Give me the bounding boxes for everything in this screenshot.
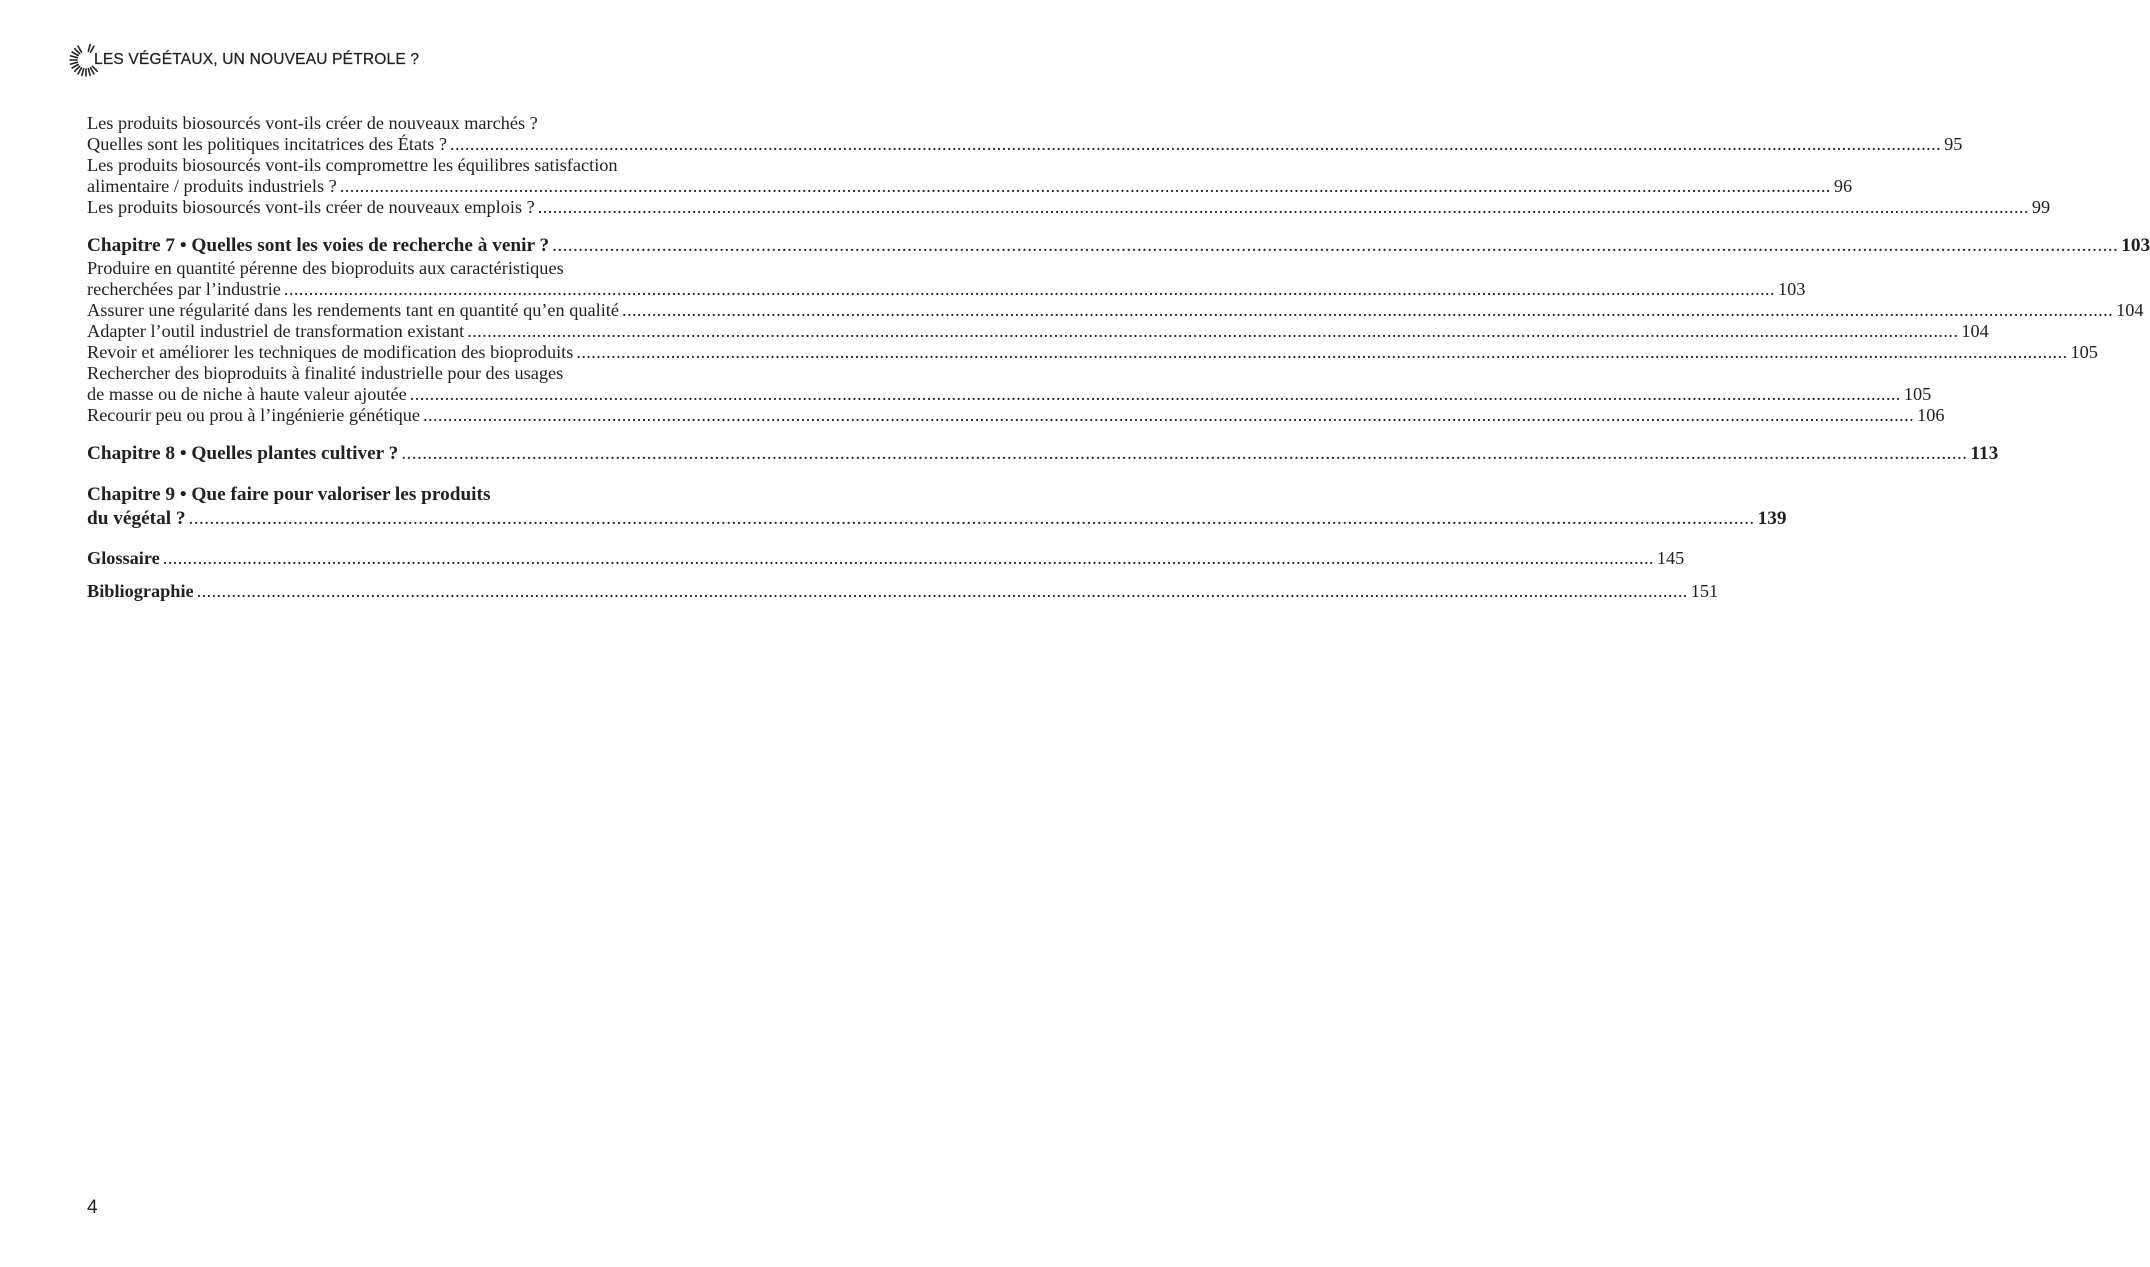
leader-dots: ............................................................................................................................................................................................................................................................................................................ bbox=[576, 342, 2068, 362]
bibliography-section bbox=[87, 581, 1719, 602]
toc-page-number: 139 bbox=[1757, 508, 1787, 529]
toc-page-number: 99 bbox=[2031, 197, 2051, 217]
leader-dots: ............................................................................................................................................................................................................................................................................................................ bbox=[283, 279, 1775, 299]
chapter-title: Chapitre 7 • Quelles sont les voies de recherche à venir ? bbox=[87, 235, 550, 256]
leader-dots: ............................................................................................................................................................................................................................................................................................................ bbox=[467, 321, 1959, 341]
toc-entry bbox=[87, 134, 1963, 155]
toc-page-number: 106 bbox=[1917, 405, 1945, 425]
toc-page-number: 95 bbox=[1944, 134, 1963, 154]
glossary-section bbox=[87, 548, 1685, 569]
toc-page-number: 104 bbox=[1961, 321, 1989, 341]
toc-entry bbox=[87, 384, 1932, 405]
bibliography-title: Bibliographie bbox=[87, 581, 194, 601]
toc-entry-title: Recourir peu ou prou à l’ingénierie génétique bbox=[87, 405, 420, 425]
toc-entry bbox=[87, 321, 1989, 342]
leader-dots: ............................................................................................................................................................................................................................................................................................................ bbox=[537, 197, 2029, 217]
chapter-8-section bbox=[87, 442, 1999, 466]
leader-dots: ............................................................................................................................................................................................................................................................................................................ bbox=[162, 548, 1654, 568]
toc-entry-title: Adapter l’outil industriel de transformation existant bbox=[87, 321, 465, 341]
toc-entry bbox=[87, 279, 1806, 300]
leader-dots: ............................................................................................................................................................................................................................................................................................................ bbox=[449, 134, 1942, 154]
running-header bbox=[66, 40, 419, 80]
chapter-heading bbox=[87, 442, 1999, 466]
toc-page-number: 105 bbox=[2070, 342, 2098, 362]
leader-dots: ............................................................................................................................................................................................................................................................................................................ bbox=[196, 581, 1688, 601]
leader-dots: ............................................................................................................................................................................................................................................................................................................ bbox=[409, 384, 1901, 404]
chapter-7-section bbox=[87, 234, 2150, 426]
toc-page-number: 103 bbox=[2121, 235, 2150, 256]
toc-entry bbox=[87, 581, 1719, 602]
toc-entry bbox=[87, 300, 2144, 321]
page-number: 4 bbox=[87, 1197, 98, 1218]
chapter-title: Chapitre 9 • Que faire pour valoriser les produits bbox=[87, 484, 491, 505]
leader-dots: ............................................................................................................................................................................................................................................................................................................ bbox=[622, 300, 2114, 320]
chapter-heading bbox=[87, 234, 2150, 258]
leader-dots: ............................................................................................................................................................................................................................................................................................................ bbox=[188, 508, 1755, 529]
toc-entry-title: de masse ou de niche à haute valeur ajoutée bbox=[87, 384, 407, 404]
toc-page-number: 104 bbox=[2116, 300, 2144, 320]
toc-entry-title: Les produits biosourcés vont-ils créer de nouveaux emplois ? bbox=[87, 197, 535, 217]
toc-page-number: 96 bbox=[1833, 176, 1853, 196]
toc-entry bbox=[87, 342, 2098, 363]
running-title: LES VÉGÉTAUX, UN NOUVEAU PÉTROLE ? bbox=[94, 51, 420, 68]
leader-dots: ............................................................................................................................................................................................................................................................................................................ bbox=[401, 443, 1968, 464]
toc-entry-title: recherchées par l’industrie bbox=[87, 279, 281, 299]
toc-entry bbox=[87, 548, 1685, 569]
toc-entry-title: Assurer une régularité dans les rendements tant en quantité qu’en qualité bbox=[87, 300, 620, 320]
toc-entry-title: Revoir et améliorer les techniques de modification des bioproduits bbox=[87, 342, 574, 362]
chapter-title: du végétal ? bbox=[87, 508, 186, 529]
chapter-title: Chapitre 8 • Quelles plantes cultiver ? bbox=[87, 443, 399, 464]
toc-entry-title: alimentaire / produits industriels ? bbox=[87, 176, 337, 196]
toc-page-number: 113 bbox=[1970, 443, 1999, 464]
table-of-contents bbox=[87, 113, 2051, 218]
chapter-heading bbox=[87, 507, 1787, 531]
toc-entry: Les produits biosourcés vont-ils créer de nouveaux marchés ? bbox=[87, 113, 538, 133]
glossary-title: Glossaire bbox=[87, 548, 160, 568]
toc-page-number: 151 bbox=[1690, 581, 1719, 601]
toc-entry: Rechercher des bioproduits à finalité industrielle pour des usages bbox=[87, 363, 564, 383]
leader-dots: ............................................................................................................................................................................................................................................................................................................ bbox=[423, 405, 1915, 425]
toc-entry bbox=[87, 405, 1945, 426]
toc-page-number: 103 bbox=[1777, 279, 1806, 299]
toc-page-number: 105 bbox=[1903, 384, 1932, 404]
toc-entry: Les produits biosourcés vont-ils compromettre les équilibres satisfaction bbox=[87, 155, 618, 175]
toc-page-number: 145 bbox=[1656, 548, 1685, 568]
toc-entry bbox=[87, 197, 2051, 218]
toc-entry-title: Quelles sont les politiques incitatrices des États ? bbox=[87, 134, 447, 154]
toc-entry bbox=[87, 176, 1853, 197]
chapter-9-section bbox=[87, 483, 1787, 531]
toc-entry: Produire en quantité pérenne des bioproduits aux caractéristiques bbox=[87, 258, 564, 278]
leader-dots: ............................................................................................................................................................................................................................................................................................................ bbox=[339, 176, 1831, 196]
leader-dots: ............................................................................................................................................................................................................................................................................................................ bbox=[552, 235, 2119, 256]
